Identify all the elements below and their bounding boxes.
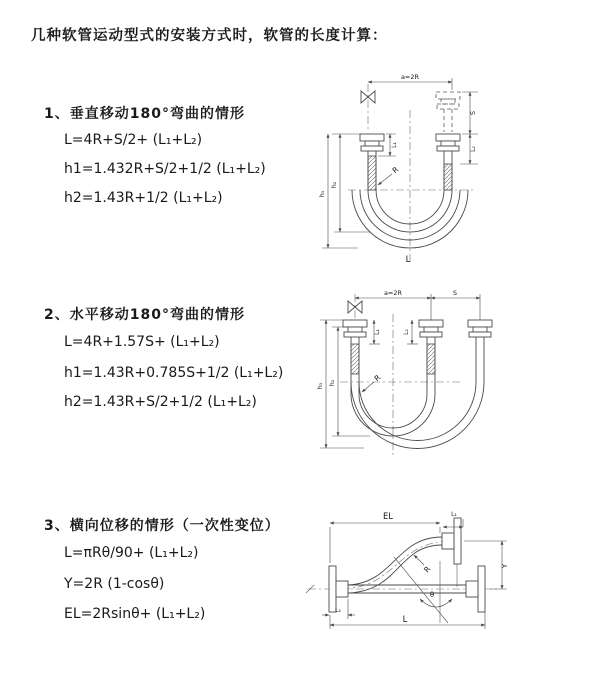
radius-callout bbox=[362, 373, 382, 392]
dimension-l2 bbox=[322, 599, 355, 619]
dimension-el bbox=[330, 512, 440, 563]
diagram-lateral-displacement bbox=[302, 503, 600, 653]
dimension-l1 bbox=[369, 320, 381, 344]
dim-label-l2: L₂ bbox=[335, 607, 341, 614]
dim-label-l1: L₁ bbox=[374, 329, 381, 335]
dim-label-theta: θ bbox=[429, 591, 435, 599]
center-fitting bbox=[419, 320, 443, 374]
dim-label-h1: h₁ bbox=[316, 382, 324, 390]
dim-label-l1: L₁ bbox=[451, 511, 457, 518]
dim-label-h1: h₁ bbox=[318, 190, 326, 198]
dim-label-s: S bbox=[469, 110, 477, 116]
dimension-s bbox=[462, 92, 478, 134]
section-3-heading: 3、横向位移的情形（一次性变位） bbox=[44, 518, 280, 534]
dim-label-l: L bbox=[405, 255, 411, 265]
right-flange-straight-position bbox=[466, 566, 485, 612]
section-1-formula-L: L=4R+S/2+ (L₁+L₂) bbox=[64, 132, 203, 148]
dimension-a2r bbox=[355, 289, 480, 320]
dimension-h1 bbox=[316, 320, 364, 448]
braid-section bbox=[351, 344, 359, 374]
dim-label-y: Y bbox=[501, 563, 509, 569]
dim-label-l: L bbox=[402, 615, 408, 625]
section-2-formula-h2: h2=1.43R+S/2+1/2 (L₁+L₂) bbox=[64, 394, 257, 410]
braid-section bbox=[368, 156, 376, 190]
dim-label-el: EL bbox=[382, 512, 394, 522]
dim-label-l2: L₂ bbox=[470, 146, 477, 152]
left-fitting bbox=[343, 320, 367, 374]
dim-label-a2r: a=2R bbox=[400, 73, 420, 81]
dimension-a2r bbox=[368, 73, 452, 90]
section-3-formula-Y: Y=2R (1-cosθ) bbox=[64, 576, 165, 592]
right-fitting-raised-position bbox=[436, 92, 460, 132]
braid-section bbox=[444, 164, 452, 190]
section-1-heading: 1、垂直移动180°弯曲的情形 bbox=[44, 106, 245, 122]
dimension-l2 bbox=[403, 320, 418, 344]
centerlines bbox=[348, 84, 474, 264]
dim-label-l2: L₂ bbox=[403, 329, 410, 335]
left-fitting bbox=[360, 134, 384, 190]
dim-label-l1: L₁ bbox=[391, 142, 398, 148]
diagram-vertical-180-bend bbox=[312, 72, 590, 267]
radius-callout bbox=[414, 555, 432, 574]
dimension-l bbox=[330, 612, 485, 629]
dim-label-r: R bbox=[390, 164, 401, 176]
dimension-h2 bbox=[328, 327, 370, 436]
section-1-formula-h2: h2=1.43R+1/2 (L₁+L₂) bbox=[64, 190, 223, 206]
dim-label-h2: h₂ bbox=[330, 181, 338, 189]
right-flange-displaced-position bbox=[442, 518, 461, 587]
right-fitting-displaced-position bbox=[468, 320, 492, 337]
dimension-s bbox=[431, 289, 480, 298]
dim-label-r: R bbox=[372, 372, 383, 384]
diagram-horizontal-180-bend bbox=[312, 286, 600, 461]
centerlines bbox=[340, 294, 460, 456]
section-1-formula-h1: h1=1.432R+S/2+1/2 (L₁+L₂) bbox=[64, 161, 266, 177]
braid-section bbox=[427, 344, 435, 374]
hose-u-bends bbox=[351, 337, 484, 449]
dim-label-s: S bbox=[452, 289, 458, 297]
section-2-formula-h1: h1=1.43R+0.785S+1/2 (L₁+L₂) bbox=[64, 365, 284, 381]
left-flange bbox=[329, 566, 348, 612]
dimension-l2 bbox=[460, 134, 478, 164]
page-title: 几种软管运动型式的安装方式时，软管的长度计算： bbox=[31, 28, 388, 44]
right-fitting bbox=[436, 134, 460, 190]
section-2-heading: 2、水平移动180°弯曲的情形 bbox=[44, 307, 245, 323]
dim-label-a2r: a=2R bbox=[383, 289, 403, 297]
dim-label-h2: h₂ bbox=[328, 379, 336, 387]
dim-label-r: R bbox=[421, 564, 433, 575]
section-2-formula-L: L=4R+1.57S+ (L₁+L₂) bbox=[64, 334, 220, 350]
section-3-formula-L: L=πRθ/90+ (L₁+L₂) bbox=[64, 545, 199, 561]
section-3-formula-EL: EL=2Rsinθ+ (L₁+L₂) bbox=[64, 606, 206, 622]
radius-callout bbox=[378, 165, 400, 185]
